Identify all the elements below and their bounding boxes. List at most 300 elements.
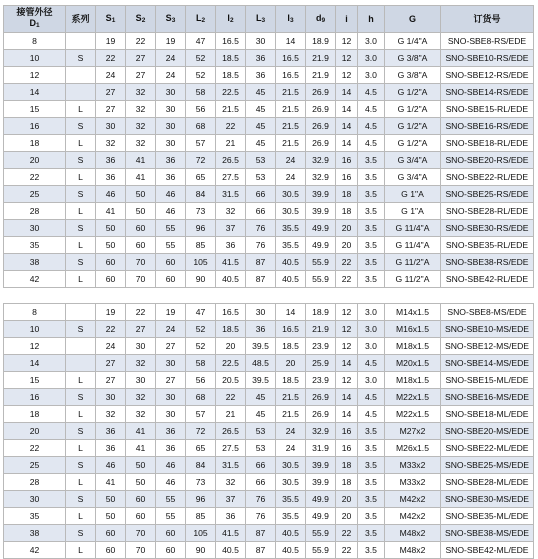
value-cell: 30 bbox=[96, 118, 126, 135]
value-cell: 30 bbox=[96, 389, 126, 406]
value-cell: 76 bbox=[246, 220, 276, 237]
value-cell: 24 bbox=[276, 423, 306, 440]
value-cell: 32 bbox=[126, 84, 156, 101]
value-cell: 70 bbox=[126, 542, 156, 559]
value-cell: 41 bbox=[126, 440, 156, 457]
value-cell: 14 bbox=[336, 389, 358, 406]
value-cell: 18.5 bbox=[216, 50, 246, 67]
value-cell: 85 bbox=[186, 508, 216, 525]
series-cell: S bbox=[66, 50, 96, 67]
series-cell: S bbox=[66, 321, 96, 338]
value-cell: 4.5 bbox=[358, 101, 385, 118]
order-number-cell: SNO-SBE18-ML/EDE bbox=[441, 406, 534, 423]
value-cell: 55.9 bbox=[306, 271, 336, 288]
value-cell: 24 bbox=[156, 67, 186, 84]
value-cell: 14 bbox=[336, 355, 358, 372]
header-order-no: 订货号 bbox=[441, 6, 534, 33]
value-cell: 30.5 bbox=[276, 457, 306, 474]
value-cell: 3.5 bbox=[358, 237, 385, 254]
value-cell: 45 bbox=[246, 84, 276, 101]
value-cell: 3.0 bbox=[358, 50, 385, 67]
value-cell: 49.9 bbox=[306, 491, 336, 508]
value-cell: 3.5 bbox=[358, 474, 385, 491]
value-cell: 66 bbox=[246, 474, 276, 491]
order-number-cell: SNO-SBE12-MS/EDE bbox=[441, 338, 534, 355]
value-cell: 41 bbox=[126, 152, 156, 169]
value-cell: G 11/2"A bbox=[385, 254, 441, 271]
value-cell: 16 bbox=[336, 423, 358, 440]
value-cell: 36 bbox=[156, 152, 186, 169]
tube-od-cell: 42 bbox=[4, 542, 66, 559]
value-cell: 96 bbox=[186, 220, 216, 237]
header-col: d9 bbox=[306, 6, 336, 33]
value-cell: 18.5 bbox=[276, 372, 306, 389]
header-col: S2 bbox=[126, 6, 156, 33]
value-cell: 56 bbox=[186, 372, 216, 389]
value-cell: 36 bbox=[96, 169, 126, 186]
table-row bbox=[4, 304, 534, 321]
tube-od-cell: 22 bbox=[4, 169, 66, 186]
value-cell: G 3/8"A bbox=[385, 67, 441, 84]
value-cell: 32.9 bbox=[306, 152, 336, 169]
value-cell: 12 bbox=[336, 372, 358, 389]
value-cell: M27x2 bbox=[385, 423, 441, 440]
value-cell: 18 bbox=[336, 203, 358, 220]
value-cell: 105 bbox=[186, 254, 216, 271]
value-cell: 26.9 bbox=[306, 118, 336, 135]
value-cell: 87 bbox=[246, 271, 276, 288]
value-cell: 36 bbox=[156, 440, 186, 457]
series-cell: L bbox=[66, 237, 96, 254]
tube-od-cell: 16 bbox=[4, 389, 66, 406]
value-cell: G 1/2"A bbox=[385, 118, 441, 135]
value-cell: 21.5 bbox=[276, 406, 306, 423]
value-cell: 31.9 bbox=[306, 440, 336, 457]
value-cell: 22 bbox=[336, 542, 358, 559]
value-cell: 40.5 bbox=[276, 254, 306, 271]
tube-od-cell: 28 bbox=[4, 203, 66, 220]
value-cell: 48.5 bbox=[246, 355, 276, 372]
tube-od-cell: 35 bbox=[4, 508, 66, 525]
value-cell: 52 bbox=[186, 67, 216, 84]
value-cell: 19 bbox=[156, 304, 186, 321]
tube-od-cell: 10 bbox=[4, 321, 66, 338]
order-number-cell: SNO-SBE25-RS/EDE bbox=[441, 186, 534, 203]
value-cell: 21.5 bbox=[276, 389, 306, 406]
value-cell: 52 bbox=[186, 338, 216, 355]
value-cell: 27 bbox=[126, 67, 156, 84]
value-cell: 3.0 bbox=[358, 321, 385, 338]
order-number-cell: SNO-SBE42-RL/EDE bbox=[441, 271, 534, 288]
value-cell: 16 bbox=[336, 152, 358, 169]
table-row bbox=[4, 220, 534, 237]
value-cell: 14 bbox=[336, 406, 358, 423]
group-separator bbox=[4, 288, 534, 304]
value-cell: 46 bbox=[156, 186, 186, 203]
value-cell: 3.5 bbox=[358, 508, 385, 525]
tube-od-cell: 8 bbox=[4, 304, 66, 321]
value-cell: 14 bbox=[336, 118, 358, 135]
order-number-cell: SNO-SBE14-MS/EDE bbox=[441, 355, 534, 372]
value-cell: 22 bbox=[96, 50, 126, 67]
value-cell: 87 bbox=[246, 542, 276, 559]
series-cell: S bbox=[66, 423, 96, 440]
header-col: L3 bbox=[246, 6, 276, 33]
value-cell: 35.5 bbox=[276, 237, 306, 254]
value-cell: 60 bbox=[156, 525, 186, 542]
value-cell: 4.5 bbox=[358, 84, 385, 101]
table-row bbox=[4, 271, 534, 288]
value-cell: 72 bbox=[186, 152, 216, 169]
value-cell: 36 bbox=[96, 423, 126, 440]
value-cell: 27 bbox=[96, 84, 126, 101]
value-cell: 19 bbox=[96, 304, 126, 321]
value-cell: 18.9 bbox=[306, 33, 336, 50]
value-cell: 21 bbox=[216, 135, 246, 152]
value-cell: 4.5 bbox=[358, 118, 385, 135]
header-col: S1 bbox=[96, 6, 126, 33]
value-cell: M42x2 bbox=[385, 491, 441, 508]
value-cell: 47 bbox=[186, 304, 216, 321]
value-cell: 18.9 bbox=[306, 304, 336, 321]
value-cell: 24 bbox=[276, 152, 306, 169]
value-cell: 30 bbox=[156, 355, 186, 372]
tube-od-cell: 38 bbox=[4, 525, 66, 542]
value-cell: 45 bbox=[246, 101, 276, 118]
tube-od-cell: 38 bbox=[4, 254, 66, 271]
value-cell: 14 bbox=[336, 101, 358, 118]
series-cell bbox=[66, 33, 96, 50]
series-cell: S bbox=[66, 254, 96, 271]
value-cell: 57 bbox=[186, 135, 216, 152]
table-row bbox=[4, 440, 534, 457]
value-cell: 27 bbox=[156, 338, 186, 355]
value-cell: 18 bbox=[336, 457, 358, 474]
order-number-cell: SNO-SBE15-RL/EDE bbox=[441, 101, 534, 118]
order-number-cell: SNO-SBE22-RL/EDE bbox=[441, 169, 534, 186]
value-cell: 24 bbox=[156, 321, 186, 338]
value-cell: 3.5 bbox=[358, 457, 385, 474]
value-cell: 20.5 bbox=[216, 372, 246, 389]
value-cell: 66 bbox=[246, 457, 276, 474]
series-cell: L bbox=[66, 542, 96, 559]
value-cell: 39.9 bbox=[306, 203, 336, 220]
value-cell: 21.5 bbox=[216, 101, 246, 118]
value-cell: 27 bbox=[96, 372, 126, 389]
tube-od-cell: 18 bbox=[4, 135, 66, 152]
value-cell: 24 bbox=[156, 50, 186, 67]
value-cell: M33x2 bbox=[385, 474, 441, 491]
value-cell: 36 bbox=[246, 50, 276, 67]
value-cell: 60 bbox=[96, 542, 126, 559]
value-cell: 26.9 bbox=[306, 389, 336, 406]
value-cell: 4.5 bbox=[358, 135, 385, 152]
value-cell: 76 bbox=[246, 491, 276, 508]
value-cell: G 1/4"A bbox=[385, 33, 441, 50]
value-cell: 32 bbox=[96, 135, 126, 152]
value-cell: 20 bbox=[336, 508, 358, 525]
table-row bbox=[4, 203, 534, 220]
value-cell: 26.9 bbox=[306, 135, 336, 152]
value-cell: 32 bbox=[216, 203, 246, 220]
value-cell: 4.5 bbox=[358, 389, 385, 406]
table-row bbox=[4, 186, 534, 203]
value-cell: 30 bbox=[156, 101, 186, 118]
value-cell: 31.5 bbox=[216, 457, 246, 474]
value-cell: 3.5 bbox=[358, 203, 385, 220]
value-cell: 35.5 bbox=[276, 508, 306, 525]
value-cell: 39.5 bbox=[246, 372, 276, 389]
table-row bbox=[4, 118, 534, 135]
value-cell: 4.5 bbox=[358, 355, 385, 372]
header-tube-od-sub: D1 bbox=[29, 18, 40, 29]
value-cell: 50 bbox=[96, 220, 126, 237]
value-cell: M18x1.5 bbox=[385, 338, 441, 355]
value-cell: 30 bbox=[156, 135, 186, 152]
value-cell: 60 bbox=[96, 525, 126, 542]
series-cell: S bbox=[66, 457, 96, 474]
tube-od-cell: 16 bbox=[4, 118, 66, 135]
tube-od-cell: 30 bbox=[4, 491, 66, 508]
table-row bbox=[4, 338, 534, 355]
series-cell bbox=[66, 67, 96, 84]
order-number-cell: SNO-SBE30-RS/EDE bbox=[441, 220, 534, 237]
value-cell: 30.5 bbox=[276, 203, 306, 220]
value-cell: 32 bbox=[126, 135, 156, 152]
value-cell: 36 bbox=[96, 440, 126, 457]
value-cell: 21 bbox=[216, 406, 246, 423]
value-cell: 37 bbox=[216, 491, 246, 508]
value-cell: 22 bbox=[336, 525, 358, 542]
value-cell: G 3/4"A bbox=[385, 152, 441, 169]
value-cell: 12 bbox=[336, 50, 358, 67]
value-cell: G 3/8"A bbox=[385, 50, 441, 67]
value-cell: 22.5 bbox=[216, 84, 246, 101]
value-cell: 58 bbox=[186, 355, 216, 372]
value-cell: 70 bbox=[126, 525, 156, 542]
value-cell: 21.9 bbox=[306, 50, 336, 67]
series-cell: S bbox=[66, 152, 96, 169]
value-cell: 21.9 bbox=[306, 321, 336, 338]
order-number-cell: SNO-SBE16-MS/EDE bbox=[441, 389, 534, 406]
value-cell: 36 bbox=[216, 237, 246, 254]
value-cell: G 1/2"A bbox=[385, 101, 441, 118]
tube-od-cell: 18 bbox=[4, 406, 66, 423]
value-cell: 50 bbox=[126, 186, 156, 203]
value-cell: 3.5 bbox=[358, 152, 385, 169]
value-cell: 53 bbox=[246, 440, 276, 457]
value-cell: 16 bbox=[336, 440, 358, 457]
tube-od-cell: 35 bbox=[4, 237, 66, 254]
header-col: i bbox=[336, 6, 358, 33]
header-col: G bbox=[385, 6, 441, 33]
value-cell: 41 bbox=[96, 203, 126, 220]
value-cell: 23.9 bbox=[306, 338, 336, 355]
value-cell: 30 bbox=[246, 33, 276, 50]
value-cell: 87 bbox=[246, 254, 276, 271]
series-cell: L bbox=[66, 406, 96, 423]
value-cell: 40.5 bbox=[216, 542, 246, 559]
header-series: 系列 bbox=[66, 6, 96, 33]
value-cell: 50 bbox=[126, 474, 156, 491]
value-cell: 27.5 bbox=[216, 440, 246, 457]
series-cell: L bbox=[66, 271, 96, 288]
value-cell: 41.5 bbox=[216, 525, 246, 542]
value-cell: 105 bbox=[186, 525, 216, 542]
value-cell: 3.5 bbox=[358, 254, 385, 271]
value-cell: 35.5 bbox=[276, 220, 306, 237]
tube-od-cell: 28 bbox=[4, 474, 66, 491]
value-cell: 65 bbox=[186, 440, 216, 457]
value-cell: 36 bbox=[96, 152, 126, 169]
value-cell: 27 bbox=[96, 355, 126, 372]
value-cell: 52 bbox=[186, 321, 216, 338]
order-number-cell: SNO-SBE38-MS/EDE bbox=[441, 525, 534, 542]
order-number-cell: SNO-SBE20-RS/EDE bbox=[441, 152, 534, 169]
table-row bbox=[4, 101, 534, 118]
value-cell: 30.5 bbox=[276, 474, 306, 491]
value-cell: 66 bbox=[246, 186, 276, 203]
tube-od-cell: 12 bbox=[4, 67, 66, 84]
value-cell: 16.5 bbox=[276, 67, 306, 84]
value-cell: 90 bbox=[186, 271, 216, 288]
value-cell: 53 bbox=[246, 152, 276, 169]
value-cell: 70 bbox=[126, 254, 156, 271]
value-cell: 49.9 bbox=[306, 237, 336, 254]
tube-od-cell: 25 bbox=[4, 186, 66, 203]
value-cell: 55 bbox=[156, 508, 186, 525]
value-cell: 32 bbox=[126, 389, 156, 406]
value-cell: 30 bbox=[156, 389, 186, 406]
value-cell: M42x2 bbox=[385, 508, 441, 525]
series-cell: S bbox=[66, 389, 96, 406]
table-row bbox=[4, 474, 534, 491]
value-cell: 96 bbox=[186, 491, 216, 508]
table-row bbox=[4, 525, 534, 542]
table-body bbox=[4, 33, 534, 559]
value-cell: 25.9 bbox=[306, 355, 336, 372]
value-cell: 60 bbox=[156, 542, 186, 559]
table-row bbox=[4, 508, 534, 525]
value-cell: 16 bbox=[336, 169, 358, 186]
value-cell: 39.9 bbox=[306, 474, 336, 491]
series-cell: L bbox=[66, 508, 96, 525]
value-cell: 23.9 bbox=[306, 372, 336, 389]
value-cell: 39.5 bbox=[246, 338, 276, 355]
value-cell: 56 bbox=[186, 101, 216, 118]
dimension-table bbox=[3, 5, 534, 559]
value-cell: 26.5 bbox=[216, 423, 246, 440]
value-cell: 84 bbox=[186, 457, 216, 474]
value-cell: 20 bbox=[276, 355, 306, 372]
value-cell: 27 bbox=[126, 50, 156, 67]
value-cell: 39.9 bbox=[306, 186, 336, 203]
value-cell: 12 bbox=[336, 67, 358, 84]
header-col: h bbox=[358, 6, 385, 33]
value-cell: G 1/2"A bbox=[385, 84, 441, 101]
value-cell: 22 bbox=[96, 321, 126, 338]
tube-od-cell: 42 bbox=[4, 271, 66, 288]
order-number-cell: SNO-SBE28-ML/EDE bbox=[441, 474, 534, 491]
value-cell: 26.9 bbox=[306, 101, 336, 118]
value-cell: 18.5 bbox=[216, 321, 246, 338]
value-cell: 27 bbox=[126, 321, 156, 338]
series-cell bbox=[66, 304, 96, 321]
series-cell bbox=[66, 355, 96, 372]
value-cell: 18.5 bbox=[276, 338, 306, 355]
value-cell: 50 bbox=[96, 491, 126, 508]
table-row bbox=[4, 50, 534, 67]
value-cell: 68 bbox=[186, 118, 216, 135]
order-number-cell: SNO-SBE35-ML/EDE bbox=[441, 508, 534, 525]
tube-od-cell: 14 bbox=[4, 84, 66, 101]
table-row bbox=[4, 406, 534, 423]
header-tube-od bbox=[4, 6, 66, 33]
value-cell: 21.5 bbox=[276, 118, 306, 135]
value-cell: 18 bbox=[336, 474, 358, 491]
value-cell: 30 bbox=[126, 338, 156, 355]
header-tube-od-label: 接管外径 bbox=[16, 7, 53, 17]
value-cell: 46 bbox=[156, 474, 186, 491]
table-row bbox=[4, 542, 534, 559]
value-cell: 30.5 bbox=[276, 186, 306, 203]
order-number-cell: SNO-SBE15-ML/EDE bbox=[441, 372, 534, 389]
value-cell: 55 bbox=[156, 491, 186, 508]
value-cell: 55.9 bbox=[306, 254, 336, 271]
value-cell: 90 bbox=[186, 542, 216, 559]
value-cell: 30 bbox=[126, 372, 156, 389]
value-cell: 26.9 bbox=[306, 84, 336, 101]
value-cell: M20x1.5 bbox=[385, 355, 441, 372]
value-cell: 55.9 bbox=[306, 525, 336, 542]
value-cell: 85 bbox=[186, 237, 216, 254]
series-cell bbox=[66, 338, 96, 355]
value-cell: G 11/2"A bbox=[385, 271, 441, 288]
value-cell: 32 bbox=[126, 101, 156, 118]
value-cell: M26x1.5 bbox=[385, 440, 441, 457]
value-cell: M16x1.5 bbox=[385, 321, 441, 338]
value-cell: 27.5 bbox=[216, 169, 246, 186]
value-cell: 84 bbox=[186, 186, 216, 203]
table-row bbox=[4, 84, 534, 101]
value-cell: 36 bbox=[216, 508, 246, 525]
value-cell: 22 bbox=[126, 33, 156, 50]
value-cell: 3.5 bbox=[358, 186, 385, 203]
value-cell: 3.0 bbox=[358, 304, 385, 321]
value-cell: 32.9 bbox=[306, 169, 336, 186]
header-col: l3 bbox=[276, 6, 306, 33]
value-cell: 32 bbox=[126, 118, 156, 135]
header-col: S3 bbox=[156, 6, 186, 33]
value-cell: 14 bbox=[276, 33, 306, 50]
value-cell: 24 bbox=[96, 67, 126, 84]
series-cell: L bbox=[66, 101, 96, 118]
value-cell: 57 bbox=[186, 406, 216, 423]
value-cell: 21.5 bbox=[276, 101, 306, 118]
value-cell: 41.5 bbox=[216, 254, 246, 271]
value-cell: G 11/4"A bbox=[385, 220, 441, 237]
value-cell: 14 bbox=[276, 304, 306, 321]
order-number-cell: SNO-SBE42-ML/EDE bbox=[441, 542, 534, 559]
series-cell: S bbox=[66, 220, 96, 237]
order-number-cell: SNO-SBE8-MS/EDE bbox=[441, 304, 534, 321]
value-cell: 60 bbox=[126, 237, 156, 254]
value-cell: 12 bbox=[336, 304, 358, 321]
value-cell: 36 bbox=[156, 423, 186, 440]
value-cell: M48x2 bbox=[385, 542, 441, 559]
value-cell: 70 bbox=[126, 271, 156, 288]
value-cell: 46 bbox=[96, 457, 126, 474]
